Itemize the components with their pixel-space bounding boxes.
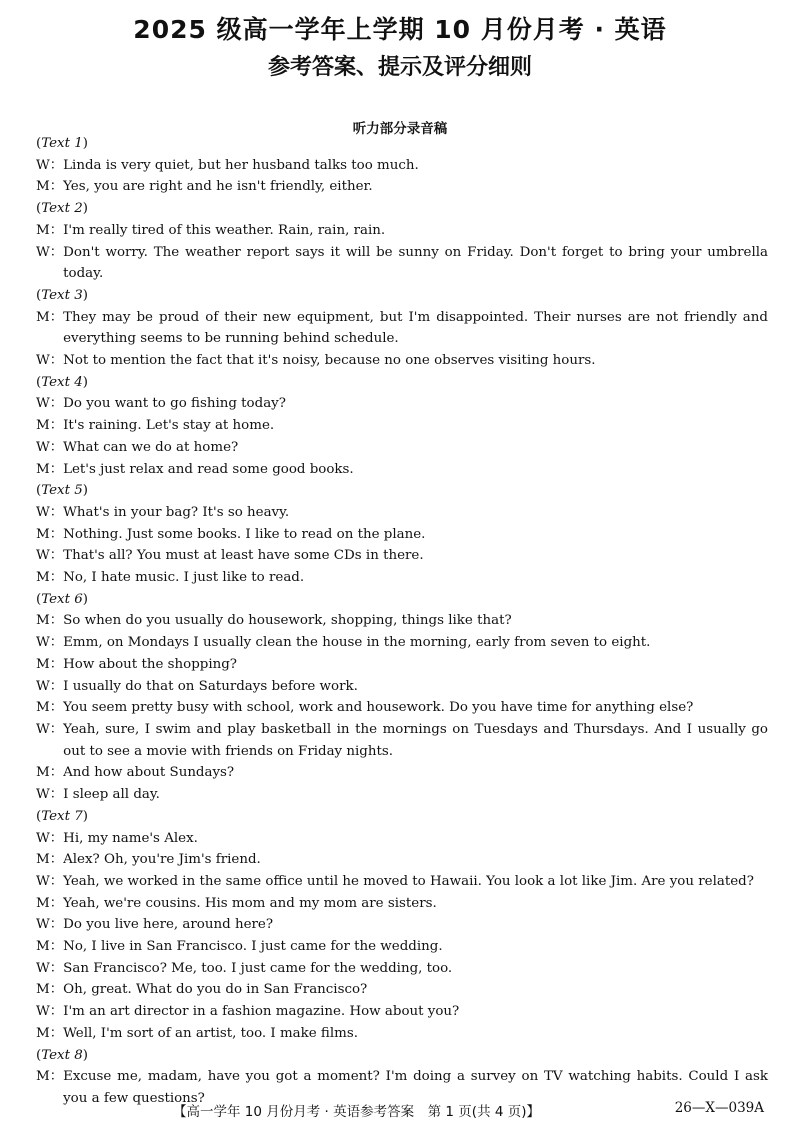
speech-text: Yeah, we worked in the same office until he moved to Hawaii. You look a lot like Jim. Are you related? (63, 873, 754, 889)
speaker-label: W： (36, 1004, 64, 1020)
speech-text: You seem pretty busy with school, work and housework. Do you have time for anything else? (63, 700, 694, 716)
speaker-label: W： (36, 504, 64, 520)
text-label-value: Text 1 (41, 136, 83, 151)
speech-text: And how about Sundays? (63, 765, 235, 781)
speech-text: San Francisco? Me, too. I just came for the wedding, too. (63, 960, 453, 976)
speaker-label: M： (36, 765, 64, 781)
speaker-label: W： (36, 917, 64, 933)
dialogue-line (36, 524, 768, 546)
speaker-label: W： (36, 635, 64, 651)
dialogue-line (36, 849, 768, 871)
dialogue-line (36, 784, 768, 806)
dialogue-line (36, 545, 768, 567)
speech-text: Yeah, sure, I swim and play basketball in the mornings on Tuesdays and Thursdays. And I usually go out to see a movie with friends on Friday nights. (63, 721, 768, 759)
dialogue-line (36, 176, 768, 198)
text-label-value: Text 7 (41, 808, 83, 824)
speech-text: Hi, my name's Alex. (63, 830, 198, 846)
dialogue-line (36, 1023, 768, 1045)
dialogue-line (36, 155, 768, 177)
document-title: 2025 级高一学年上学期 10 月份月考 · 英语 (133, 15, 667, 44)
dialogue-line (36, 307, 768, 350)
dialogue-line (36, 914, 768, 936)
dialogue-line (36, 350, 768, 372)
speech-text: Excuse me, madam, have you got a moment? I'm doing a survey on TV watching habits. Could I ask you a few questions? (63, 1069, 768, 1106)
speech-text: Yes, you are right and he isn't friendly, either. (63, 179, 373, 195)
text-label-value: Text 5 (41, 483, 83, 499)
dialogue-line (36, 936, 768, 958)
speech-text: I sleep all day. (63, 787, 160, 803)
text-section-label: (Text 4) (36, 374, 88, 390)
speaker-label: M： (36, 700, 64, 716)
speech-text: Let's just relax and read some good books. (63, 461, 354, 477)
speech-text: Well, I'm sort of an artist, too. I make films. (63, 1025, 358, 1041)
speaker-label: W： (36, 721, 64, 737)
speech-text: Yeah, we're cousins. His mom and my mom are sisters. (63, 895, 437, 911)
text-section-label: (Text 8) (36, 1047, 88, 1063)
dialogue-line (36, 697, 768, 719)
speaker-label: M： (36, 526, 64, 542)
speaker-label: M： (36, 418, 64, 434)
speech-text: No, I hate music. I just like to read. (63, 570, 305, 586)
speaker-label: W： (36, 678, 64, 694)
dialogue-line (36, 979, 768, 1001)
text-label-value: Text 2 (41, 201, 83, 217)
speech-text: It's raining. Let's stay at home. (63, 418, 275, 434)
speaker-label: M： (36, 895, 64, 911)
document-subtitle: 参考答案、提示及评分细则 (267, 55, 532, 80)
speaker-label: M： (36, 1069, 64, 1085)
text-label-value: Text 8 (41, 1047, 83, 1063)
speaker-label: W： (36, 830, 64, 846)
speaker-label: M： (36, 309, 64, 325)
speaker-label: M： (36, 613, 64, 629)
speaker-label: M： (36, 570, 64, 586)
speech-text: No, I live in San Francisco. I just came for the wedding. (63, 939, 443, 955)
speech-text: Alex? Oh, you're Jim's friend. (63, 852, 261, 868)
dialogue-line (36, 415, 768, 437)
dialogue-line (36, 437, 768, 459)
dialogue-line (36, 893, 768, 915)
dialogue-line (36, 393, 768, 415)
speech-text: They may be proud of their new equipment, but I'm disappointed. Their nurses are not friendly and everything seems to be running behind schedule. (63, 309, 768, 347)
speaker-label: M： (36, 222, 64, 238)
transcript (36, 133, 768, 1110)
speaker-label: W： (36, 353, 64, 369)
text-section-label: (Text 5) (36, 483, 88, 499)
text-label-value: Text 4 (41, 374, 83, 390)
dialogue-line (36, 1001, 768, 1023)
speaker-label: W： (36, 157, 64, 173)
speech-text: Linda is very quiet, but her husband talks too much. (63, 157, 419, 173)
dialogue-line (36, 871, 768, 893)
speaker-label: M： (36, 1025, 64, 1041)
dialogue-line (36, 632, 768, 654)
section-heading: 听力部分录音稿 (352, 121, 448, 137)
footer-code: 26—X—039A (674, 1100, 764, 1116)
text-label-value: Text 3 (41, 287, 83, 303)
speech-text: What's in your bag? It's so heavy. (63, 504, 290, 520)
speech-text: That's all? You must at least have some CDs in there. (63, 548, 424, 564)
speech-text: Oh, great. What do you do in San Francisco? (63, 982, 368, 998)
speaker-label: W： (36, 873, 64, 889)
speaker-label: W： (36, 548, 64, 564)
speaker-label: W： (36, 960, 64, 976)
text-label-value: Text 6 (41, 591, 83, 607)
speech-text: What can we do at home? (63, 439, 239, 455)
text-section-label: (Text 3) (36, 287, 88, 303)
speaker-label: M： (36, 656, 64, 672)
speaker-label: M： (36, 852, 64, 868)
speech-text: How about the shopping? (63, 656, 237, 672)
speaker-label: M： (36, 939, 64, 955)
speech-text: Do you live here, around here? (63, 917, 273, 933)
dialogue-line (36, 220, 768, 242)
dialogue-line (36, 502, 768, 524)
dialogue-line (36, 610, 768, 632)
text-section-label: (Text 2) (36, 201, 88, 217)
text-section-label: (Text 1) (36, 136, 88, 151)
dialogue-line (36, 567, 768, 589)
speech-text: So when do you usually do housework, shopping, things like that? (63, 613, 512, 629)
dialogue-line (36, 654, 768, 676)
speaker-label: W： (36, 244, 64, 260)
dialogue-line (36, 676, 768, 698)
text-section-label: (Text 7) (36, 808, 88, 824)
speaker-label: M： (36, 461, 64, 477)
dialogue-line (36, 719, 768, 762)
dialogue-line (36, 828, 768, 850)
speech-text: Emm, on Mondays I usually clean the house in the morning, early from seven to eight. (63, 635, 651, 651)
speech-text: Don't worry. The weather report says it will be sunny on Friday. Don't forget to bring your umbrella today. (63, 244, 768, 282)
speaker-label: M： (36, 179, 64, 195)
dialogue-line (36, 762, 768, 784)
speaker-label: W： (36, 787, 64, 803)
speech-text: Do you want to go fishing today? (63, 396, 286, 412)
dialogue-line (36, 958, 768, 980)
footer-page-info: 【高一学年 10 月份月考 · 英语参考答案 第 1 页(共 4 页)】 (173, 1104, 541, 1120)
speaker-label: W： (36, 439, 64, 455)
speaker-label: W： (36, 396, 64, 412)
speaker-label: M： (36, 982, 64, 998)
text-section-label: (Text 6) (36, 591, 88, 607)
speech-text: Not to mention the fact that it's noisy, because no one observes visiting hours. (63, 353, 596, 369)
speech-text: I'm an art director in a fashion magazine. How about you? (63, 1004, 460, 1020)
dialogue-line (36, 459, 768, 481)
speech-text: I'm really tired of this weather. Rain, rain, rain. (63, 222, 386, 238)
dialogue-line (36, 242, 768, 285)
speech-text: I usually do that on Saturdays before work. (63, 678, 358, 694)
speech-text: Nothing. Just some books. I like to read on the plane. (63, 526, 426, 542)
